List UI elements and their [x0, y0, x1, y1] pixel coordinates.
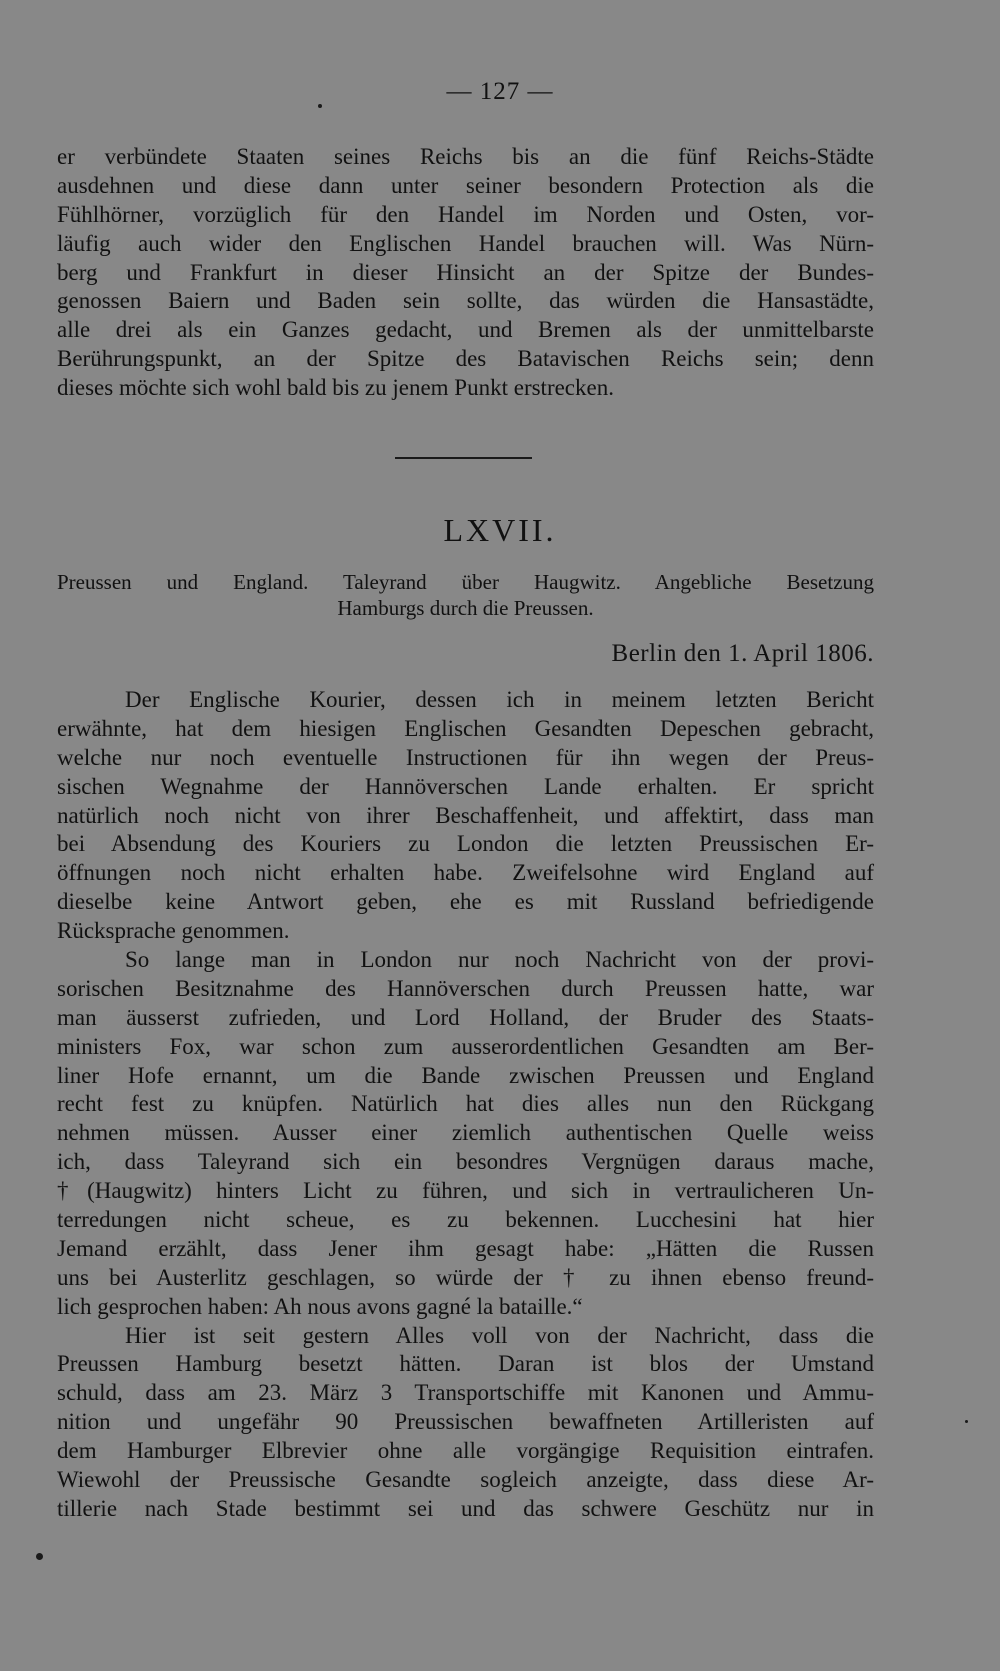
text-line: nition und ungefähr 90 Preussischen bewaffneten Artilleristen auf [57, 1409, 874, 1435]
text-line: dem Hamburger Elbrevier ohne alle vorgängige Requisition eintrafen. [57, 1438, 874, 1464]
text-line: ausdehnen und diese dann unter seiner besondern Protection als die [57, 172, 874, 198]
text-line: man äusserst zufrieden, und Lord Holland, der Bruder des Staats- [57, 1004, 874, 1030]
text-line: Wiewohl der Preussische Gesandte sogleich anzeigte, dass diese Ar- [57, 1467, 874, 1493]
scan-speck [36, 1553, 43, 1560]
text-line: Berührungspunkt, an der Spitze des Batavischen Reichs sein; denn [57, 346, 874, 372]
text-line: Preussen Hamburg besetzt hätten. Daran ist blos der Umstand [57, 1351, 874, 1377]
text-line: er verbündete Staaten seines Reichs bis an die fünf Reichs-Städte [57, 144, 874, 169]
text-line: †(Haugwitz) hinters Licht zu führen, und sich in vertraulicheren Un- [57, 1178, 874, 1204]
text-line: ich, dass Taleyrand sich ein besondres Vergnügen daraus mache, [57, 1149, 874, 1175]
text-line: sischen Wegnahme der Hannöverschen Lande erhalten. Er spricht [57, 773, 874, 799]
text-line: öffnungen noch nicht erhalten habe. Zweifelsohne wird England auf [57, 860, 874, 886]
text-line: uns bei Austerlitz geschlagen, so würde der † zu ihnen ebenso freund- [57, 1264, 874, 1290]
text-line: terredungen nicht scheue, es zu bekennen. Lucchesini hat hier [57, 1207, 874, 1233]
section-divider [395, 457, 532, 459]
text-line: dieses möchte sich wohl bald bis zu jenem Punkt erstrecken. [57, 375, 614, 401]
page-number: — 127 — [446, 78, 554, 105]
subtitle-line: Hamburgs durch die Preussen. [337, 596, 594, 620]
text-line: sorischen Besitznahme des Hannöverschen durch Preussen hatte, war [57, 975, 874, 1001]
chapter-subtitle [57, 569, 874, 621]
text-line: welche nur noch eventuelle Instructionen für ihn wegen der Preus- [57, 744, 874, 770]
text-line: tillerie nach Stade bestimmt sei und das schwere Geschütz nur in [57, 1495, 874, 1521]
text-line: Rücksprache genommen. [57, 918, 290, 944]
letter-body [57, 686, 874, 1524]
text-line: natürlich noch nicht von ihrer Beschaffenheit, und affektirt, dass man [57, 802, 874, 828]
text-line: dieselbe keine Antwort geben, ehe es mit Russland befriedigende [57, 889, 874, 915]
text-line: genossen Baiern und Baden sein sollte, das würden die Hansastädte, [57, 288, 874, 314]
scan-speck [318, 104, 322, 108]
text-line: nehmen müssen. Ausser einer ziemlich authentischen Quelle weiss [57, 1120, 874, 1146]
text-line: erwähnte, hat dem hiesigen Englischen Gesandten Depeschen gebracht, [57, 715, 874, 741]
text-line: Jemand erzählt, dass Jener ihm gesagt habe: „Hätten die Russen [57, 1235, 874, 1261]
text-line: schuld, dass am 23. März 3 Transportschiffe mit Kanonen und Ammu- [57, 1380, 874, 1406]
text-line: läufig auch wider den Englischen Handel brauchen will. Was Nürn- [57, 230, 874, 256]
text-line: Der Englische Kourier, dessen ich in meinem letzten Bericht [125, 687, 874, 712]
subtitle-line: Preussen und England. Taleyrand über Haugwitz. Angebliche Besetzung [57, 570, 874, 594]
text-line: ministers Fox, war schon zum ausserordentlichen Gesandten am Ber- [57, 1033, 874, 1059]
text-line: So lange man in London nur noch Nachricht von der provi- [125, 947, 874, 973]
text-line: liner Hofe ernannt, um die Bande zwischen Preussen und England [57, 1062, 874, 1088]
text-line: Hier ist seit gestern Alles voll von der Nachricht, dass die [125, 1322, 874, 1348]
dateline: Berlin den 1. April 1806. [611, 640, 874, 667]
text-line: berg und Frankfurt in dieser Hinsicht an der Spitze der Bundes- [57, 259, 874, 285]
text-line: alle drei als ein Ganzes gedacht, und Bremen als der unmittelbarste [57, 317, 874, 343]
text-line: lich gesprochen haben: Ah nous avons gagné la bataille.“ [57, 1293, 583, 1319]
continued-paragraph [57, 143, 874, 403]
text-line: bei Absendung des Kouriers zu London die letzten Preussischen Er- [57, 831, 874, 857]
scan-speck [965, 1420, 968, 1423]
chapter-heading: LXVII. [443, 512, 557, 548]
text-line: recht fest zu knüpfen. Natürlich hat dies alles nun den Rückgang [57, 1091, 874, 1117]
text-line: Fühlhörner, vorzüglich für den Handel im Norden und Osten, vor- [57, 201, 874, 227]
